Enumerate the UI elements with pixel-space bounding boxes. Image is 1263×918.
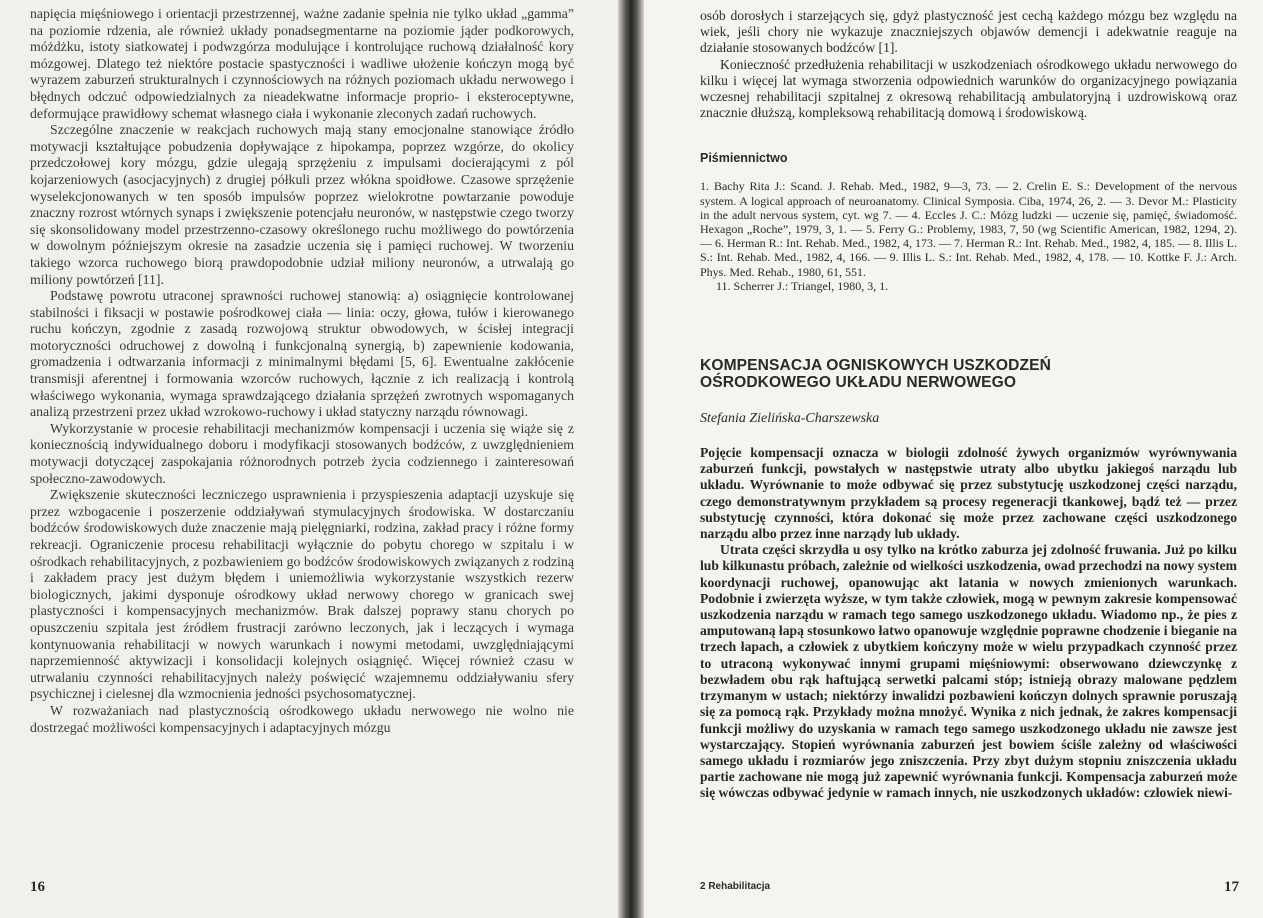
paragraph: Zwiększenie skuteczności leczniczego usprawnienia i przyspieszenia adaptacji uzyskuje się przez wzbogacenie i poszerzenie oddziaływań stymulacyjnych środowiska. W dostarczaniu bodźców środowiskowych duże znaczenie mają pielęgniarki, rodzina, zakład pracy i różne formy rekreacji. Ograniczenie procesu rehabilitacji wyłącznie do pobytu chorego w szpitalu i w ośrodkach rehabilitacyjnych, z pozbawieniem go bodźców środowiskowych związanych z rodziną i zakładem pracy jest dużym błędem i uniemożliwia wykorzystanie wszystkich rezerw biologicznych, jakimi dysponuje ośrodkowy układ nerwowy chorego w granicach swej plastyczności i kompensacyjnych mechanizmów. Brak dalszej poprawy stanu chorych po opuszczeniu szpitala jest źródłem frustracji zarówno leczonych, jak i leczących i wymaga kontynuowania rehabilitacji w nowych warunkach i nowymi metodami, uwzględniającymi naprzemienność aktywizacji i konsolidacji kolejnych osiągnięć. Więcej również czasu w utrwalaniu czynności rehabilitacyjnych należy poświęcić wzajemnemu oddziaływaniu sfery psychicznej i cielesnej dla wzmocnienia jedności psychosomatycznej. [30,487,574,702]
article-title-line: OŚRODKOWEGO UKŁADU NERWOWEGO [700,374,1017,392]
paragraph: Podstawę powrotu utraconej sprawności ruchowej stanowią: a) osiągnięcie kontrolowanej stabilności i fiksacji w postawie pośrodkowej ciała — linia: oczy, głowa, tułów i kierowanego ruchu kończyn, zgodnie z zasadą rozwojową struktur obwodowych, w ścisłej integracji motoryczności odruchowej z dowolną i funkcjonalną synergią, b) zapewnienie kodowania, gromadzenia i odtwarzania informacji z minimalnymi błędami [5, 6]. Ewentualne zakłócenie transmisji aferentnej i formowania wzorców ruchowych, łącznie z ich realizacją i kontrolą właściwego wykonania, wymaga sprawdzającego działania sprzężeń zwrotnych wspomaganych analizą przestrzeni przez układ wzrokowo-ruchowy i układ statyczny narządu równowagi. [30,288,574,420]
references-last-entry: 11. Scherrer J.: Triangel, 1980, 3, 1. [716,278,889,293]
right-page-intro [700,8,1237,121]
left-page [0,0,618,918]
book-gutter [618,0,644,918]
paragraph: Konieczność przedłużenia rehabilitacji w uszkodzeniach ośrodkowego układu nerwowego do kilku i więcej lat wymaga stworzenia odpowiednich warunków do organizacyjnego powiązania wczesnej rehabilitacji szpitalnej z okresową rehabilitacją ambulatoryjną i uzdrowiskową oraz znacznie dłuższą, kompleksową rehabilitacją domową i środowiskową. [700,56,1237,121]
article-title [700,357,1237,391]
page-number: 17 [1224,879,1239,895]
page-number: 16 [30,879,45,895]
paragraph: Utrata części skrzydła u osy tylko na krótko zaburza jej zdolność fruwania. Już po kilku lub kilkunastu próbach, zależnie od wielkości uszkodzenia, owad przechodzi na nowy system koordynacji ruchowej, opanowując akt latania w nowych zmienionych warunkach. Podobnie i zwierzęta wyższe, w tym także człowiek, mogą w pewnym zakresie kompensować uszkodzenia narządu w ramach tego samego uszkodzonego układu. Wiadomo np., że pies z amputowaną łapą stosunkowo łatwo opanowuje względnie poprawne chodzenie i bieganie na trzech łapach, a człowiek z ubytkiem kończyny może w wielu przypadkach czynność przez to utraconą wykonywać innymi grupami mięśniowymi: obserwowano dziewczynkę z bezwładem obu rąk haftującą serwetki palcami stóp; istnieją obrazy malowane pędzlem trzymanym w ustach; niektórzy inwalidzi pozbawieni kończyn dolnych sprawnie poruszają się za pomocą rąk. Przykłady można mnożyć. Wynika z nich jednak, że zakres kompensacji funkcji możliwy do uzyskania w ramach tego samego uszkodzonego układu nie zawsze jest wystarczający. Stopień wyrównania zaburzeń jest bowiem ściśle zależny od właściwości samego układu i rozmiarów jego zniszczenia. Przy zbyt dużym stopniu zniszczenia układu partie zachowane nie mogą już zapewnić wyrównania funkcji. Kompensacja zaburzeń może się wówczas odbywać jedynie w ramach innych, nie uszkodzonych układów: człowiek niewi- [700,542,1238,801]
article-author: Stefania Zielińska-Charszewska [700,411,880,427]
right-page [644,0,1263,918]
references-list [700,179,1237,293]
references-text: 1. Bachy Rita J.: Scand. J. Rehab. Med., 1982, 9—3, 73. — 2. Crelin E. S.: Development of the nervous system. A logical approach of neuroanatomy. Clinical Symposia. Ciba, 1974, 26, 2. — 3. Devor M.: Plasticity in the adult nervous system, cyt. wg 7. — 4. Eccles J. C.: Mózg ludzki — uczenie się, pamięć, świadomość. Hexagon „Roche”, 1979, 3, 1. — 5. Ferry G.: Problemy, 1983, 7, 50 (wg Scientific American, 1982, 1294, 2). — 6. Herman R.: Int. Rehab. Med., 1982, 4, 173. — 7. Herman R.: Int. Rehab. Med., 1982, 4, 185. — 8. Illis L. S.: Int. Rehab. Med., 1982, 4, 166. — 9. Illis L. S.: Int. Rehab. Med., 1982, 4, 178. — 10. Kottke F. J.: Arch. Phys. Med. Rehab., 1980, 61, 551. [700,179,1237,279]
references-heading: Piśmiennictwo [700,151,788,166]
paragraph: Pojęcie kompensacji oznacza w biologii zdolność żywych organizmów wyrównywania zaburzeń funkcji, powstałych w następstwie utraty albo ubytku jakiegoś narządu lub układu. Wyrównanie to może odbywać się przez substytucję uszkodzonej części narządu, czego demonstratywnym przykładem są procesy regeneracji tkankowej, bądź też — przez substytucję czynności, która dokonać się może przez zachowane części uszkodzonego narządu albo przez inne narządy lub układy. [700,445,1237,542]
paragraph: Szczególne znaczenie w reakcjach ruchowych mają stany emocjonalne stanowiące źródło motywacji kształtujące pobudzenia dopływające z hipokampa, poprzez wzgórze, do okolicy przedczołowej kory mózgu, gdzie ulegają sprzężeniu z impulsami docierającymi z pól kojarzeniowych (asocjacyjnych) z drugiej półkuli przez włókna spoidłowe. Czasowe sprzężenie wyselekcjonowanych w ten sposób impulsów poprzez wielokrotne powtarzanie powoduje znaczny rozrost wtórnych synaps i zwiększenie potencjału neuronów, w następstwie czego tworzy się skonsolidowany model przestrzenno-czasowy określonego ruchu możliwego do powtórzenia w dowolnym późniejszym okresie na zasadzie uczenia się i pamięci ruchowej. W tworzeniu takiego wzorca ruchowego biorą prawdopodobnie udział miliony neuronów, a utrwalają go miliony powtórzeń [11]. [30,122,574,287]
left-page-text [30,6,574,736]
paragraph: W rozważaniach nad plastycznością ośrodkowego układu nerwowego nie wolno nie dostrzegać możliwości kompensacyjnych i adaptacyjnych mózgu [30,702,574,735]
article-body [700,445,1237,801]
paragraph: napięcia mięśniowego i orientacji przestrzennej, ważne zadanie spełnia nie tylko układ „gamma” na poziomie rdzenia, ale również układy ponadsegmentarne na poziomie jąder podkorowych, móżdżku, istoty siatkowatej i podwzgórza modulujące i kontrolujące ruchową działalność kory mózgowej. Dlatego też niektóre postacie spastyczności i wadliwe ułożenie kończyn mogą być wyrazem zaburzeń strukturalnych i czynnościowych na różnych poziomach układu nerwowego i błędnych odczuć odpowiedzialnych za nieadekwatne informacje proprio- i eksteroceptywne, deformujące prawidłowy schemat własnego ciała i wykonanie zleconych zadań ruchowych. [30,6,574,121]
footer-signature: 2 Rehabilitacja [700,881,771,892]
paragraph: osób dorosłych i starzejących się, gdyż plastyczność jest cechą każdego mózgu bez względu na wiek, jeśli chory nie wykazuje znaczniejszych objawów demencji i adekwatnie reaguje na działanie stosowanych bodźców [1]. [700,8,1237,56]
paragraph: Wykorzystanie w procesie rehabilitacji mechanizmów kompensacji i uczenia się wiąże się z koniecznością indywidualnego doboru i modyfikacji stosowanych bodźców, z uwzględnieniem motywacji dotyczącej zaspokajania różnorodnych potrzeb życia codziennego i zainteresowań społeczno-zawodowych. [30,420,574,486]
article-title-line: KOMPENSACJA OGNISKOWYCH USZKODZEŃ [700,357,1051,375]
